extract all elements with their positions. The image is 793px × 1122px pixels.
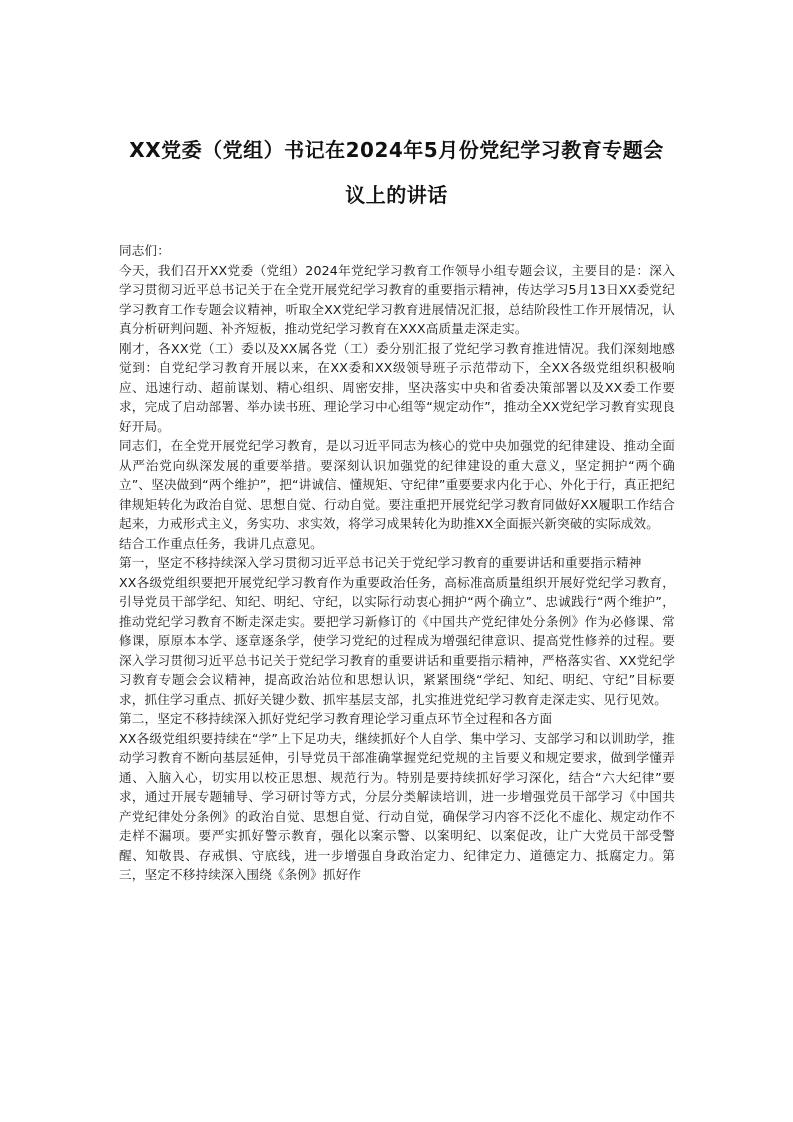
salutation: 同志们： — [119, 243, 170, 258]
document-body — [119, 241, 675, 885]
section-heading-1: 第一，坚定不移持续深入学习贯彻习近平总书记关于党纪学习教育的重要讲话和重要指示精神 — [119, 555, 642, 570]
document-title — [100, 128, 693, 218]
paragraph-section-1: XX各级党组织要把开展党纪学习教育作为重要政治任务，高标准高质量组织开展好党纪学习教育，引导党员干部学纪、知纪、明纪、守纪，以实际行动衷心拥护“两个确立”、忠诚践行“两个维护”，推动党纪学习教育不断走深走实。要把学习新修订的《中国共产党纪律处分条例》作为必修课、常修课，原原本本学、逐章逐条学，使学习党纪的过程成为增强纪律意识、提高党性修养的过程。要深入学习贯彻习近平总书记关于党纪学习教育的重要讲话和重要指示精神，严格落实省、XX党纪学习教育专题会会议精神，提高政治站位和思想认识，紧紧围绕“学纪、知纪、明纪、守纪”目标要求，抓住学习重点、抓好关键少数、抓牢基层支部，扎实推进党纪学习教育走深走实、见行见效。 — [119, 574, 675, 707]
paragraph-transition: 结合工作重点任务，我讲几点意见。 — [119, 535, 323, 551]
title-line-2: 议上的讲话 — [345, 183, 448, 207]
paragraph-section-2: XX各级党组织要持续在“学”上下足功夫，继续抓好个人自学、集中学习、支部学习和以训助学，推动学习教育不断向基层延伸，引导党员干部准确掌握党纪党规的主旨要义和规定要求，做到学懂弄通、入脑入心，切实用以校正思想、规范行为。特别是要持续抓好学习深化，结合“六大纪律”要求，通过开展专题辅导、学习研讨等方式，分层分类解读培训，进一步增强党员干部学习《中国共产党纪律处分条例》的政治自觉、思想自觉、行动自觉，确保学习内容不泛化不虚化、规定动作不走样不漏项。要严实抓好警示教育，强化以案示警、以案明纪、以案促改，让广大党员干部受警醒、知敬畏、存戒惧、守底线，进一步增强自身政治定力、纪律定力、道德定力、抵腐定力。第三，坚定不移持续深入围绕《条例》抓好作 — [119, 730, 675, 882]
paragraph-progress: 刚才，各XX党（工）委以及XX属各党（工）委分别汇报了党纪学习教育推进情况。我们深刻地感觉到：自党纪学习教育开展以来，在XX委和XX级领导班子示范带动下，全XX各级党组织积极响应、迅速行动、超前谋划、精心组织、周密安排，坚决落实中央和省委决策部署以及XX委工作要求，完成了启动部署、举办读书班、理论学习中心组等“规定动作”，推动全XX党纪学习教育实现良好开局。 — [119, 340, 675, 434]
section-heading-2: 第二，坚定不移持续深入抓好党纪学习教育理论学习重点环节全过程和各方面 — [119, 711, 553, 726]
paragraph-significance: 同志们，在全党开展党纪学习教育，是以习近平同志为核心的党中央加强党的纪律建设、推动全面从严治党向纵深发展的重要举措。要深刻认识加强党的纪律建设的重大意义，坚定拥护“两个确立”、坚决做到“两个维护”，把“讲诚信、懂规矩、守纪律”重要要求内化于心、外化于行，真正把纪律规矩转化为政治自觉、思想自觉、行动自觉。要注重把开展党纪学习教育同做好XX履职工作结合起来，力戒形式主义，务实功、求实效，将学习成果转化为助推XX全面振兴新突破的实际成效。 — [119, 438, 675, 531]
title-line-1: XX党委（党组）书记在2024年5月份党纪学习教育专题会 — [129, 138, 664, 162]
paragraph-intro: 今天，我们召开XX党委（党组）2024年党纪学习教育工作领导小组专题会议，主要目的是：深入学习贯彻习近平总书记关于在全党开展党纪学习教育的重要指示精神，传达学习5月13日XX委党纪学习教育工作专题会议精神，听取全XX党纪学习教育进展情况汇报，总结阶段性工作开展情况，认真分析研判问题、补齐短板，推动党纪学习教育在XXX高质量走深走实。 — [119, 262, 675, 336]
